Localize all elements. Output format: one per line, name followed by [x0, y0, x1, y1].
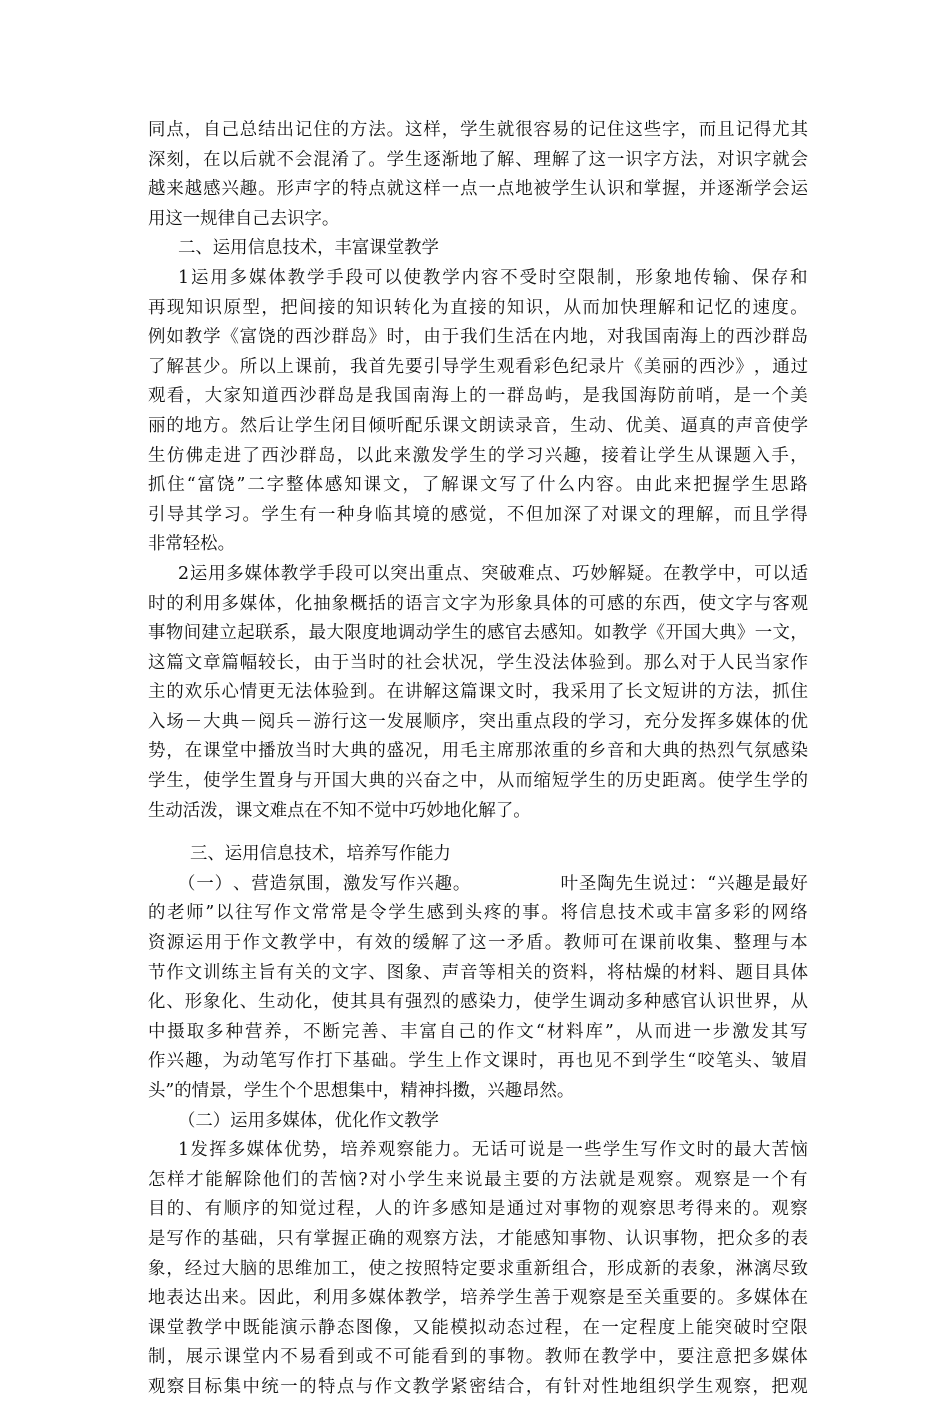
text-line: 势 ， 在 课 堂 中 播 放 当 时 大 典 的 盛 况 ， 用 毛 主 席 那 浓 重 的 乡 音 和 大 典 的 热 烈 气 氛 感 染 [148, 741, 808, 762]
text-line: 非常轻松。 [148, 534, 235, 555]
text-line: 入 场 － 大 典 － 阅 兵 － 游 行 这 一 发 展 顺 序 ， 突 出 重 点 段 的 学 习 ， 充 分 发 挥 多 媒 体 的 优 [148, 711, 808, 732]
section-heading: 二、运用信息技术，丰富课堂教学 [178, 238, 439, 259]
text-line: 越 来 越 感 兴 趣 。 形 声 字 的 特 点 就 这 样 一 点 一 点 地 被 学 生 认 识 和 掌 握 ， 并 逐 渐 学 会 运 [148, 179, 808, 200]
paragraph-gap [148, 826, 808, 840]
text-line: 化 、 形 象 化 、 生 动 化 ， 使 其 具 有 强 烈 的 感 染 力 ， 使 学 生 调 动 多 种 感 官 认 识 世 界 ， 从 [148, 992, 808, 1013]
text-line: 了 解 甚 少 。 所 以 上 课 前 ， 我 首 先 要 引 导 学 生 观 看 彩 色 纪 录 片 《 美 丽 的 西 沙 》 ， 通 过 [148, 356, 808, 377]
text-line: 1 运 用 多 媒 体 教 学 手 段 可 以 使 教 学 内 容 不 受 时 空 限 制 ， 形 象 地 传 输 、 保 存 和 [178, 267, 808, 288]
text-line: 头”的情景，学生个个思想集中，精神抖擞，兴趣昂然。 [148, 1081, 575, 1101]
section-heading: 三、运用信息技术，培养写作能力 [190, 844, 451, 865]
text-line: 例 如 教 学 《 富 饶 的 西 沙 群 岛 》 时 ， 由 于 我 们 生 活 在 内 地 ， 对 我 国 南 海 上 的 西 沙 群 岛 [148, 327, 808, 348]
text-line: 制 ， 展 示 课 堂 内 不 易 看 到 或 不 可 能 看 到 的 事 物 。 教 师 在 教 学 中 ， 要 注 意 把 多 媒 体 [148, 1347, 808, 1368]
text-line: 资 源 运 用 于 作 文 教 学 中 ， 有 效 的 缓 解 了 这 一 矛 盾 。 教 师 可 在 课 前 收 集 、 整 理 与 本 [148, 933, 808, 954]
text-line: 时 的 利 用 多 媒 体 ， 化 抽 象 概 括 的 语 言 文 字 为 形 象 具 体 的 可 感 的 东 西 ， 使 文 字 与 客 观 [148, 593, 808, 614]
text-line: 丽 的 地 方 。 然 后 让 学 生 闭 目 倾 听 配 乐 课 文 朗 读 录 音 ， 生 动 、 优 美 、 逼 真 的 声 音 使 学 [148, 415, 808, 436]
text-line: 课 堂 教 学 中 既 能 演 示 静 态 图 像 ， 又 能 模 拟 动 态 过 程 ， 在 一 定 程 度 上 能 突 破 时 空 限 [148, 1317, 808, 1338]
text-line: 再 现 知 识 原 型 ， 把 间 接 的 知 识 转 化 为 直 接 的 知 识 ， 从 而 加 快 理 解 和 记 忆 的 速 度 。 [148, 297, 808, 318]
text-line: 生动活泼，课文难点在不知不觉中巧妙地化解了。 [148, 800, 531, 821]
document-body [148, 116, 808, 1403]
text-line: 象 ， 经 过 大 脑 的 思 维 加 工 ， 使 之 按 照 特 定 要 求 重 新 组 合 ， 形 成 新 的 表 象 ， 淋 漓 尽 致 [148, 1258, 808, 1279]
text-line: 是 写 作 的 基 础 ， 只 有 掌 握 正 确 的 观 察 方 法 ， 才 能 感 知 事 物 、 认 识 事 物 ， 把 众 多 的 表 [148, 1228, 808, 1249]
text-line: 1 发 挥 多 媒 体 优 势 ， 培 养 观 察 能 力 。 无 话 可 说 是 一 些 学 生 写 作 文 时 的 最 大 苦 恼 [178, 1140, 808, 1161]
section-heading: （二）运用多媒体，优化作文教学 [178, 1110, 439, 1131]
text-line: 节 作 文 训 练 主 旨 有 关 的 文 字 、 图 象 、 声 音 等 相 关 的 资 料 ， 将 枯 燥 的 材 料 、 题 目 具 体 [148, 962, 808, 983]
text-line: 目 的 、 有 顺 序 的 知 觉 过 程 ， 人 的 许 多 感 知 是 通 过 对 事 物 的 观 察 思 考 得 来 的 。 观 察 [148, 1199, 808, 1220]
text-line: 主 的 欢 乐 心 情 更 无 法 体 验 到 。 在 讲 解 这 篇 课 文 时 ， 我 采 用 了 长 文 短 讲 的 方 法 ， 抓 住 [148, 682, 808, 703]
text-line: 中 摄 取 多 种 营 养 ， 不 断 完 善 、 丰 富 自 己 的 作 文 “ 材 料 库 ” ， 从 而 进 一 步 激 发 其 写 [148, 1021, 808, 1042]
text-line: 事 物 间 建 立 起 联 系 ， 最 大 限 度 地 调 动 学 生 的 感 官 去 感 知 。 如 教 学 《 开 国 大 典 》 一 文 ， [148, 623, 808, 644]
text-line: 的 老 师 ” 以 往 写 作 文 常 常 是 令 学 生 感 到 头 疼 的 事 。 将 信 息 技 术 或 丰 富 多 彩 的 网 络 [148, 903, 808, 924]
text-line: 学 生 ， 使 学 生 置 身 与 开 国 大 典 的 兴 奋 之 中 ， 从 而 缩 短 学 生 的 历 史 距 离 。 使 学 生 学 的 [148, 771, 808, 792]
text-line: 抓 住 “ 富 饶 ” 二 字 整 体 感 知 课 文 ， 了 解 课 文 写 了 什 么 内 容 。 由 此 来 把 握 学 生 思 路 [148, 475, 808, 496]
text-line: 怎 样 才 能 解 除 他 们 的 苦 恼 ? 对 小 学 生 来 说 最 主 要 的 方 法 就 是 观 察 。 观 察 是 一 个 有 [148, 1169, 808, 1190]
text-line: 观 看 ， 大 家 知 道 西 沙 群 岛 是 我 国 南 海 上 的 一 群 岛 屿 ， 是 我 国 海 防 前 哨 ， 是 一 个 美 [148, 386, 808, 407]
text-line: （ 一 ） 、 营 造 氛 围 ， 激 发 写 作 兴 趣 。 叶 圣 陶 先 生 说 过 ： “ 兴 趣 是 最 好 [178, 873, 808, 894]
text-line: 地 表 达 出 来 。 因 此 ， 利 用 多 媒 体 教 学 ， 培 养 学 生 善 于 观 察 是 至 关 重 要 的 。 多 媒 体 在 [148, 1288, 808, 1309]
text-line: 2 运 用 多 媒 体 教 学 手 段 可 以 突 出 重 点 、 突 破 难 点 、 巧 妙 解 疑 。 在 教 学 中 ， 可 以 适 [178, 563, 808, 584]
text-line: 作 兴 趣 ， 为 动 笔 写 作 打 下 基 础 。 学 生 上 作 文 课 时 ， 再 也 见 不 到 学 生 “ 咬 笔 头 、 皱 眉 [148, 1051, 808, 1072]
text-line: 同 点 ， 自 己 总 结 出 记 住 的 方 法 。 这 样 ， 学 生 就 很 容 易 的 记 住 这 些 字 ， 而 且 记 得 尤 其 [148, 120, 808, 140]
text-line: 引 导 其 学 习 。 学 生 有 一 种 身 临 其 境 的 感 觉 ， 不 但 加 深 了 对 课 文 的 理 解 ， 而 且 学 得 [148, 504, 808, 525]
text-line: 观 察 目 标 集 中 统 一 的 特 点 与 作 文 教 学 紧 密 结 合 ， 有 针 对 性 地 组 织 学 生 观 察 ， 把 观 [148, 1376, 808, 1397]
text-line: 这 篇 文 章 篇 幅 较 长 ， 由 于 当 时 的 社 会 状 况 ， 学 生 没 法 体 验 到 。 那 么 对 于 人 民 当 家 作 [148, 652, 808, 673]
text-line: 生 仿 佛 走 进 了 西 沙 群 岛 ， 以 此 来 激 发 学 生 的 学 习 兴 趣 ， 接 着 让 学 生 从 课 题 入 手 ， [148, 445, 808, 466]
text-line: 用这一规律自己去识字。 [148, 208, 340, 229]
text-line: 深 刻 ， 在 以 后 就 不 会 混 淆 了 。 学 生 逐 渐 地 了 解 、 理 解 了 这 一 识 字 方 法 ， 对 识 字 就 会 [148, 149, 808, 170]
